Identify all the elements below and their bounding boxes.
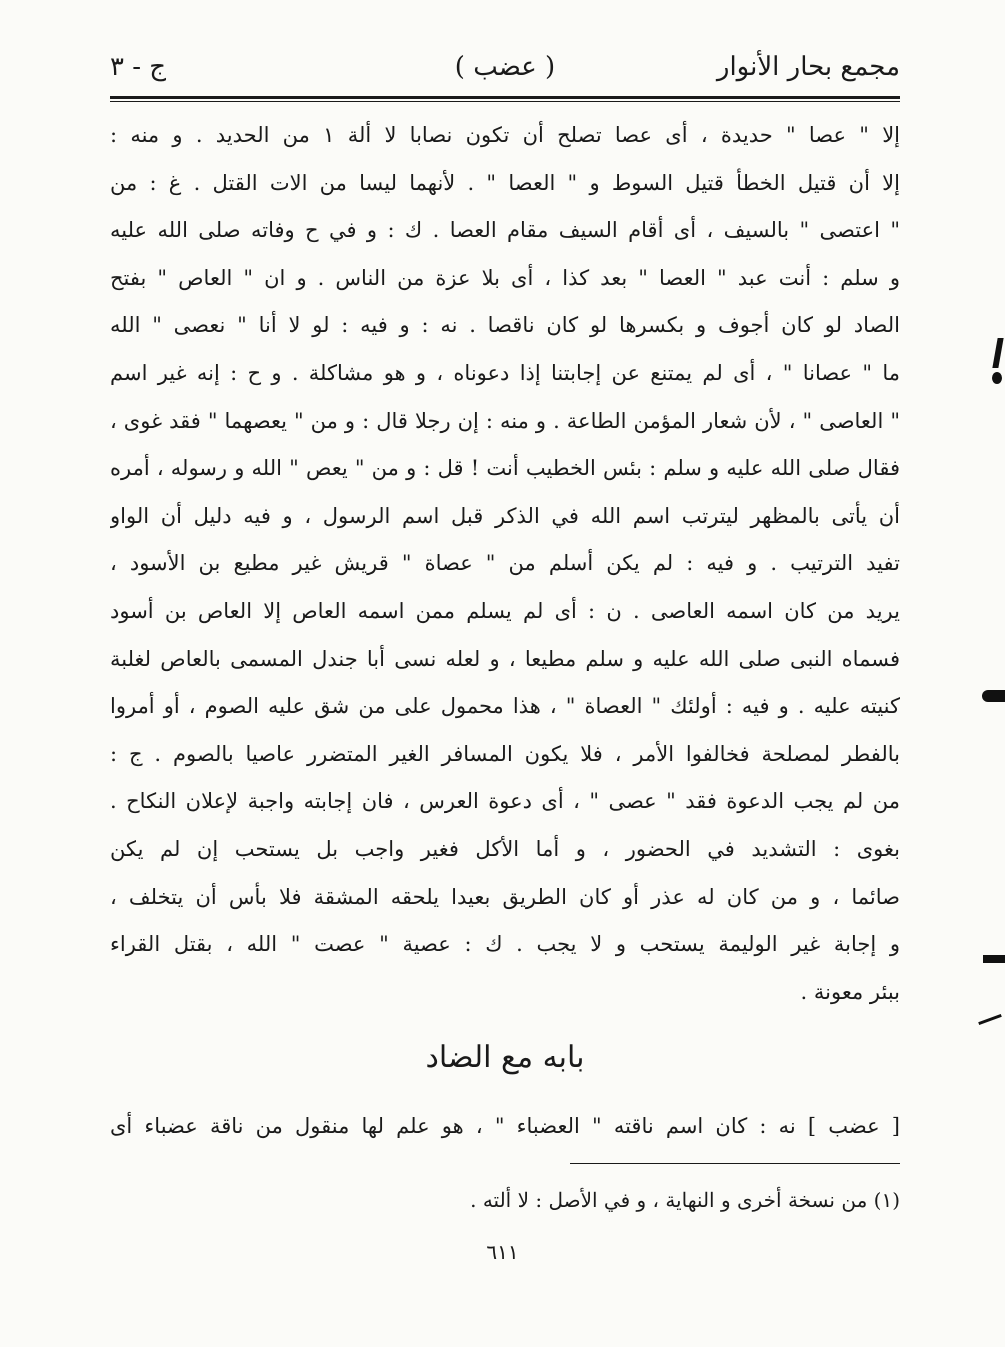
entry-line: [ عضب ] نه : كان اسم ناقته " العضباء " ، هو علم لها منقول من ناقة عضباء أى: [110, 1114, 900, 1138]
text-line: بغوى : التشديد في الحضور ، و أما الأكل فغير واجب بل يستحب إن لم يكن: [110, 836, 900, 861]
text-line: إلا أن قتيل الخطأ قتيل السوط و " العصا " . لأنهما ليسا من الات القتل . غ : من: [110, 170, 900, 195]
book-title: مجمع بحار الأنوار: [716, 52, 900, 82]
running-entry-word: ( عضب ): [454, 52, 556, 82]
scan-edge-mark: [992, 338, 1003, 368]
scan-edge-mark: [992, 372, 1002, 384]
scan-edge-mark: [983, 955, 1005, 963]
text-line: أن يأتى بالمظهر ليترتب اسم الله في الذكر قبل اسم الرسول ، و فيه دليل أن الواو: [110, 503, 900, 528]
text-line: ما " عصانا " ، أى لم يمتنع عن إجابتنا إذا دعوناه ، و هو مشاكلة . و ح : إنه غير اسم: [110, 360, 900, 385]
text-line: من لم يجب الدعوة فقد " عصى " ، أى دعوة العرس ، فان إجابته واجبة لإعلان النكاح .: [110, 789, 900, 814]
section-heading: بابه مع الضاد: [425, 1040, 585, 1075]
text-line: الصاد لو كان أجوف و بكسرها لو كان ناقصا . نه : و فيه : لو لا أنا " نعصى " الله: [110, 313, 900, 338]
text-line: تفيد الترتيب . و فيه : لم يكن أسلم من " عصاة " قريش غير مطيع بن الأسود ،: [110, 551, 900, 576]
text-line: صائما ، و من كان له عذر أو كان الطريق بعيدا يلحقه المشقة فلا بأس أن يتخلف ،: [110, 884, 900, 909]
text-line: يريد من كان اسمه العاصى . ن : أى لم يسلم ممن اسمه العاص إلا العاص بن أسود: [110, 598, 900, 623]
text-line: ببئر معونة .: [800, 979, 900, 1004]
text-line: فقال صلى الله عليه و سلم : بئس الخطيب أنت ! قل : و من " يعص " الله و رسوله ، أمره: [110, 456, 900, 481]
page-number: ٦١١: [486, 1240, 519, 1264]
page-header: [110, 52, 900, 92]
header-rule-thick: [110, 96, 900, 99]
text-line: فسماه النبى صلى الله عليه و سلم مطيعا ، و لعله نسى أبا جندل المسمى بالعاص لغلبة: [110, 646, 900, 671]
text-line: " العاصى " ، لأن شعار المؤمن الطاعة . و منه : إن رجلا قال : و من " يعصهما " فقد غوى ،: [110, 408, 900, 433]
volume-number: ج - ٣: [110, 52, 167, 82]
text-line: كنيته عليه . و فيه : أولئك " العصاة " ، هذا محمول على من شق عليه الصوم ، أو أمروا: [110, 694, 900, 719]
text-line: " اعتصى " بالسيف ، أى أقام السيف مقام العصا . ك : و في ح وفاته صلى الله عليه: [110, 218, 900, 243]
footnote: (١) من نسخة أخرى و النهاية ، و في الأصل : لا ألته .: [470, 1188, 900, 1212]
text-line: بالفطر لمصلحة فخالفوا الأمر ، فلا يكون المسافر الغير المتضرر عاصيا بالصوم . ج :: [110, 741, 900, 766]
main-text: [110, 112, 900, 1016]
scan-edge-mark: [978, 1014, 1002, 1025]
text-line: إلا " عصا " حديدة ، أى عصا تصلح أن تكون نصابا لا ألة ١ من الحديد . و منه :: [110, 123, 900, 147]
scan-edge-mark: [982, 690, 1005, 702]
header-rule-thin: [110, 101, 900, 102]
footnote-rule: [570, 1163, 900, 1164]
text-line: و إجابة غير الوليمة يستحب و لا يجب . ك : عصية " عصت " الله ، بقتل القراء: [110, 932, 900, 957]
text-line: و سلم : أنت عبد " العصا " بعد كذا ، أى بلا عزة من الناس . و ان " العاص " بفتح: [110, 265, 900, 290]
